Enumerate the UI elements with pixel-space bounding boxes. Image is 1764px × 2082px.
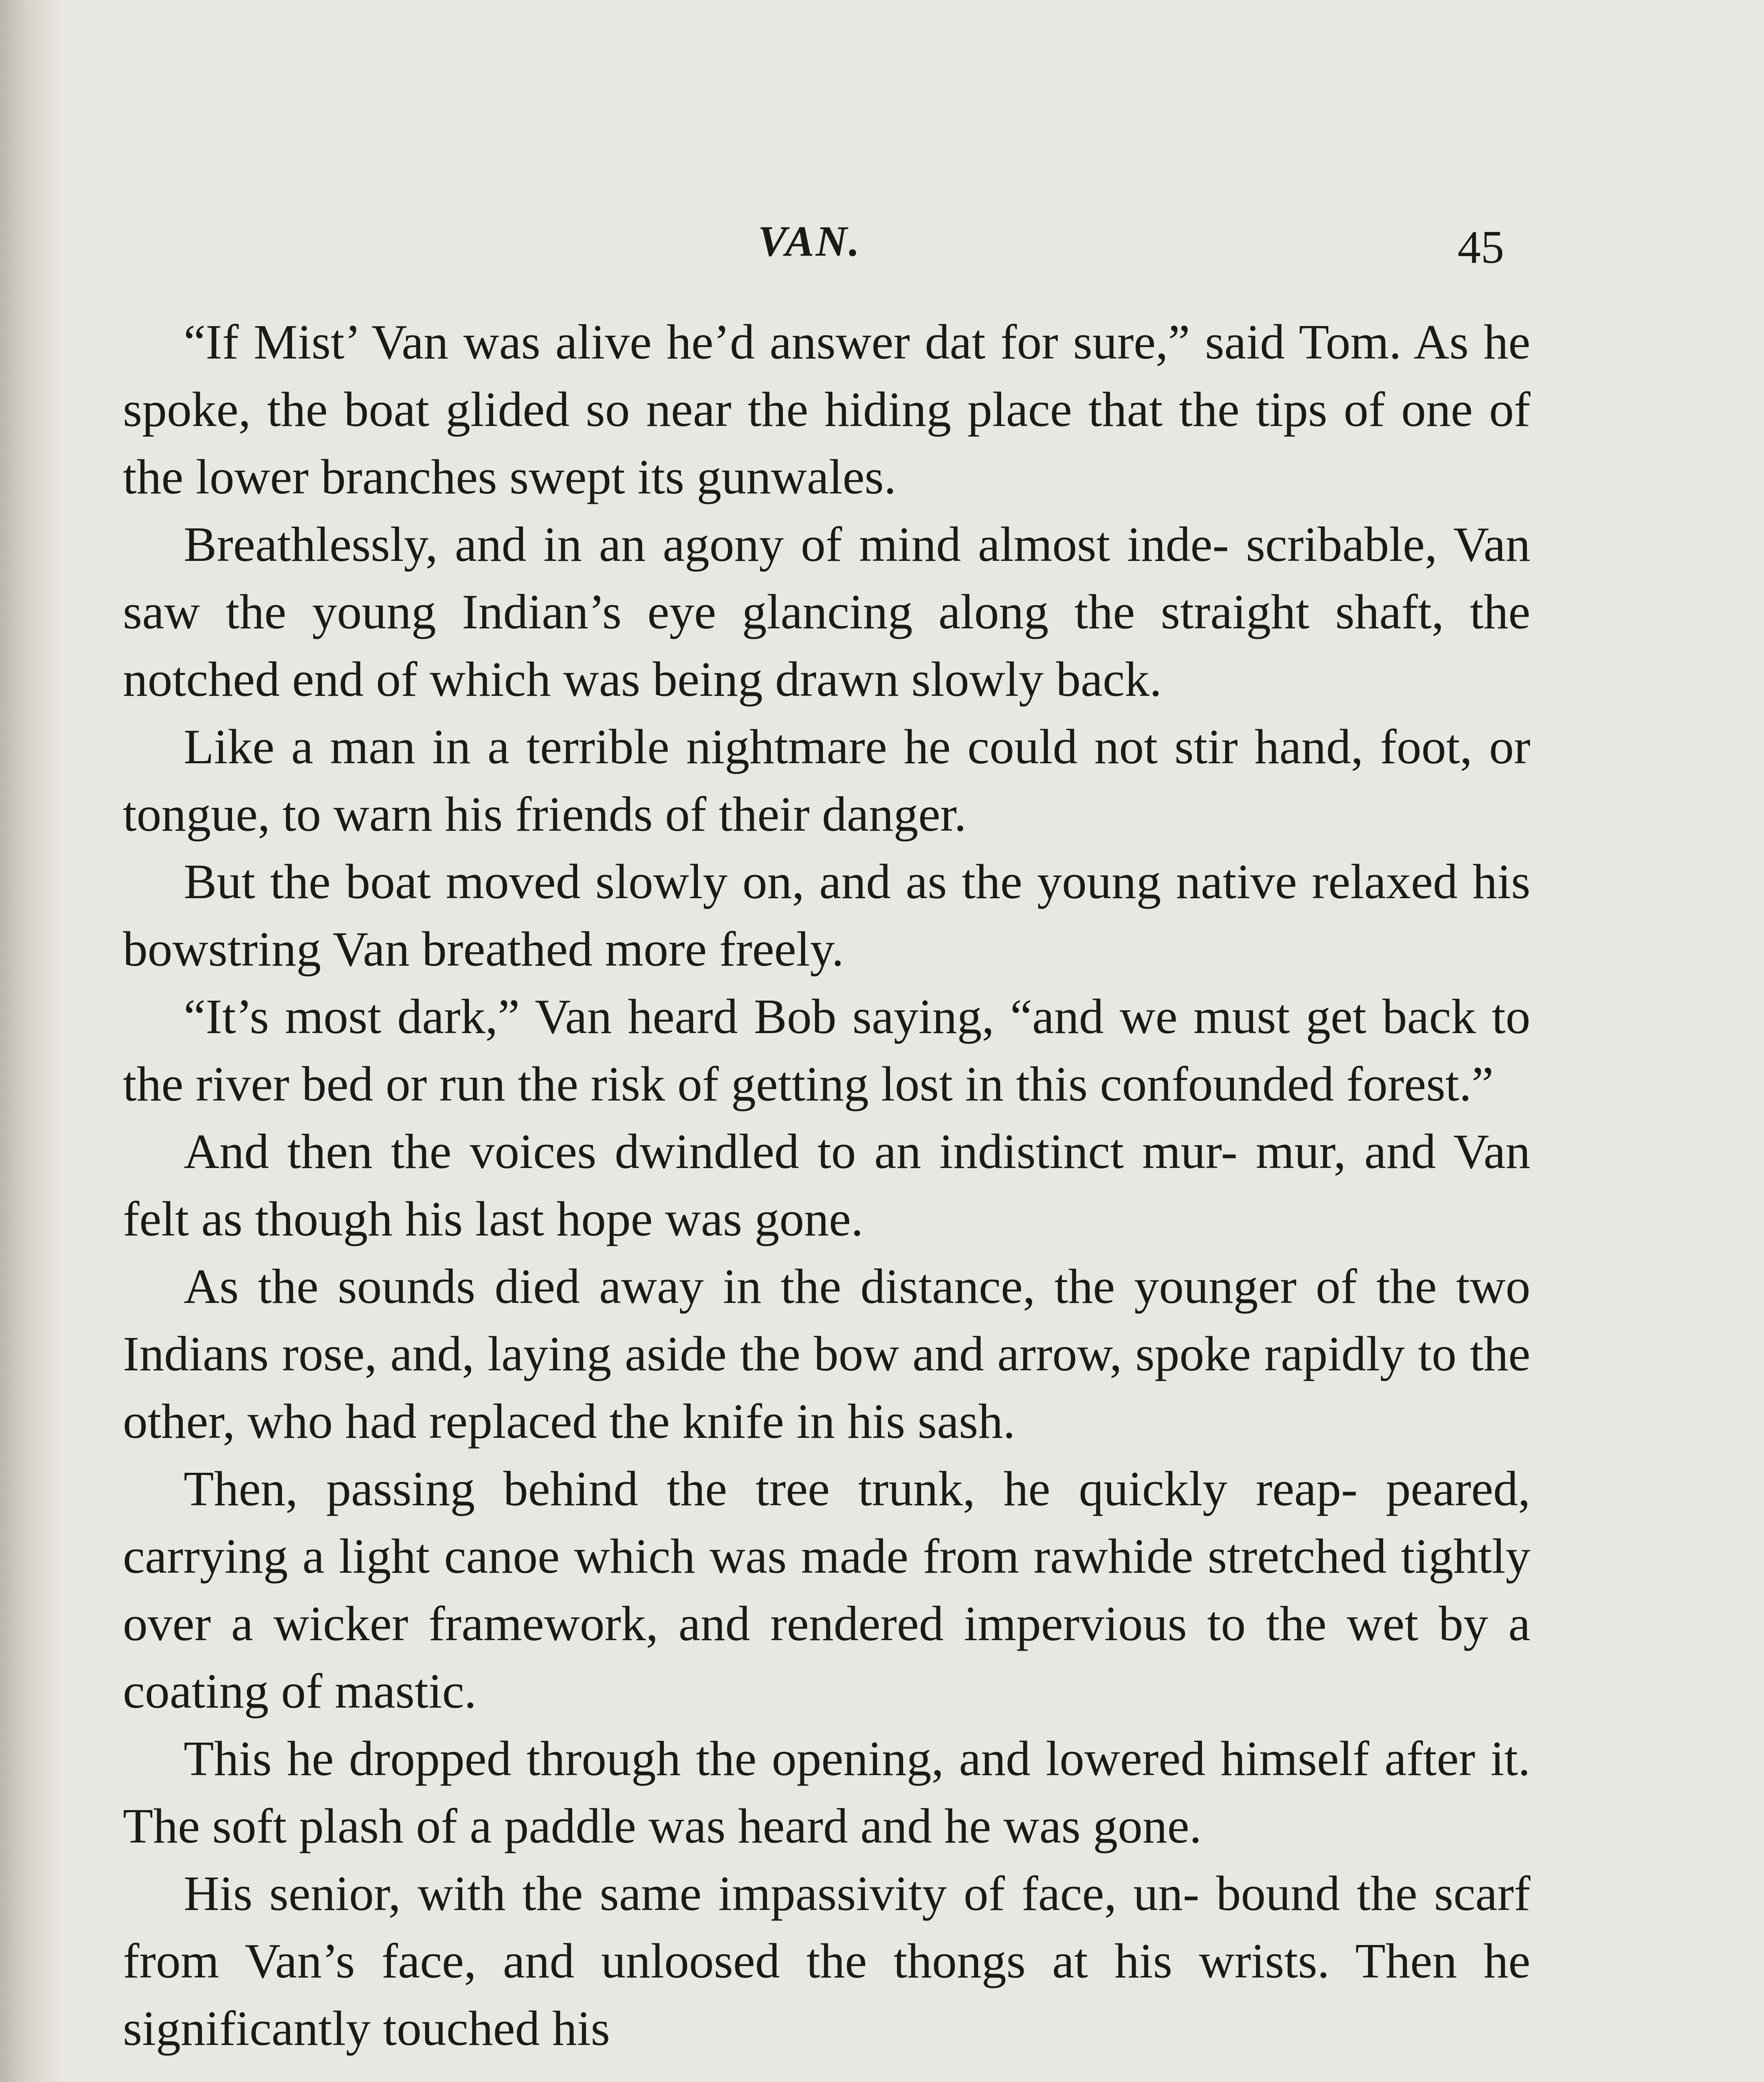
- paragraph: Then, passing behind the tree trunk, he quickly reap- peared, carrying a light canoe which was made from rawhide stretched tightly over a wicker framework, and rendered impervious to the wet by a coating of mastic.: [123, 1461, 1530, 1718]
- running-head: VAN.: [758, 217, 862, 265]
- body-text: [123, 308, 1530, 2062]
- paragraph: His senior, with the same impassivity of face, un- bound the scarf from Van’s face, and unloosed the thongs at his wrists. Then he significantly touched his: [123, 1866, 1530, 2056]
- paragraph: Breathlessly, and in an agony of mind almost inde- scribable, Van saw the young Indian’s eye glancing along the straight shaft, the notched end of which was being drawn slowly back.: [123, 517, 1530, 707]
- paragraph: “It’s most dark,” Van heard Bob saying, “and we must get back to the river bed or run the risk of getting lost in this confounded forest.”: [123, 989, 1530, 1111]
- page-number: 45: [1458, 222, 1504, 273]
- paragraph: This he dropped through the opening, and lowered himself after it. The soft plash of a paddle was heard and he was gone.: [123, 1731, 1530, 1853]
- paragraph: And then the voices dwindled to an indistinct mur- mur, and Van felt as though his last hope was gone.: [123, 1124, 1530, 1246]
- paragraph: But the boat moved slowly on, and as the young native relaxed his bowstring Van breathed more freely.: [123, 854, 1530, 976]
- paragraph: As the sounds died away in the distance, the younger of the two Indians rose, and, laying aside the bow and arrow, spoke rapidly to the other, who had replaced the knife in his sash.: [123, 1259, 1530, 1449]
- paragraph: Like a man in a terrible nightmare he could not stir hand, foot, or tongue, to warn his friends of their danger.: [123, 719, 1530, 842]
- paragraph: “If Mist’ Van was alive he’d answer dat for sure,” said Tom. As he spoke, the boat glided so near the hiding place that the tips of one of the lower branches swept its gunwales.: [123, 314, 1530, 504]
